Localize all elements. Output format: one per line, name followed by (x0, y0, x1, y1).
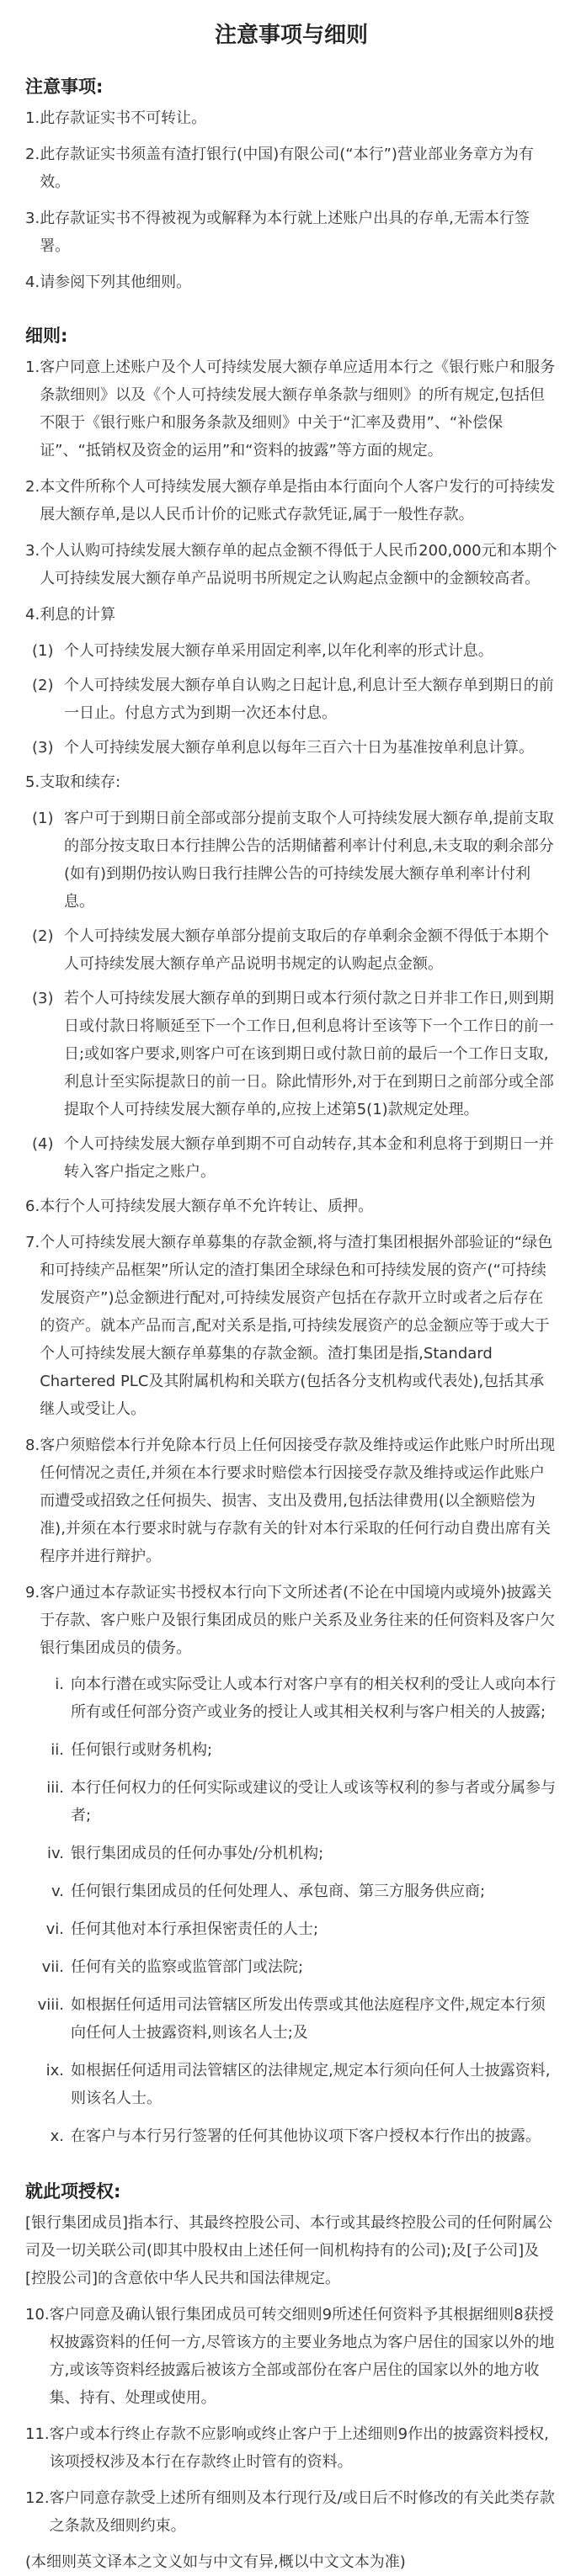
roman-number: iii. (46, 1779, 64, 1797)
note-item (25, 204, 557, 260)
disclosure-recipient (32, 1840, 557, 1867)
recipient-text: 如根据任何适用司法管辖区的法律规定,规定本行须向任何人士披露资料,则该名人士。 (71, 2062, 551, 2107)
rule-text: 本文件所称个人可持续发展大额存单是指由本行面向个人客户发行的可持续发展大额存单,是以人民币计价的记账式存款凭证,属于一般性存款。 (40, 478, 556, 523)
subitem-number: (1) (32, 642, 54, 660)
note-number: 3. (25, 210, 40, 227)
note-text: 此存款证实书不可转让。 (40, 109, 207, 127)
rule-number: 5. (25, 773, 40, 791)
rule-number: 4. (25, 606, 40, 624)
rule-text: 客户通过本存款证实书授权本行向下文所述者(不论在中国境内或境外)披露关于存款、客户账户及银行集团成员的账户关系及业务往来的任何资料及客户欠银行集团成员的债务。 (40, 1584, 556, 1657)
disclosure-recipient (32, 1878, 557, 1905)
subitem-text: 个人可持续发展大额存单自认购之日起计息,利息计至大额存单到期日的前一日止。付息方式为到期一次还本付息。 (64, 677, 554, 722)
note-text: 此存款证实书须盖有渣打银行(中国)有限公司(“本行”)营业部业务章方为有效。 (40, 146, 534, 191)
rules-heading: 细则: (25, 326, 68, 346)
note-text: 请参阅下列其他细则。 (40, 274, 192, 291)
roman-number: ix. (45, 2062, 64, 2079)
recipient-text: 向本行潜在或实际受让人或本行对客户享有的相关权利的受让人或向本行所有或任何部分资产或业务的授让人或其相关权利与客户相关的人披露; (71, 1676, 556, 1721)
subitem-text: 个人可持续发展大额存单到期不可自动转存,其本金和利息将于到期日一并转入客户指定之账户。 (64, 1135, 554, 1181)
note-item (25, 104, 557, 132)
rule-item-2 (25, 473, 557, 528)
disclosure-recipient (32, 1915, 557, 1943)
rule-item-9 (25, 1579, 557, 1662)
subitem-number: (2) (32, 927, 54, 945)
rule-text: 支取和续存: (40, 773, 121, 791)
note-item (25, 141, 557, 196)
subitem-number: (3) (32, 990, 54, 1007)
auth-number: 12. (25, 2489, 50, 2507)
roman-number: x. (50, 2127, 64, 2145)
rule-subitem (32, 637, 557, 665)
rule-text: 个人可持续发展大额存单募集的存款金额,将与渣打集团根据外部验证的“绿色和可持续产品框架”所认定的渣打集团全球绿色和可持续发展的资产(“可持续发展资产”)总金额进行配对,可持续发展资产包括在存款开立时或者之后存在的资产。就本产品而言,配对关系是指,可持续发展资产的总金额应等于或大于个人可持续发展大额存单募集的存款金额。渣打集团是指,Standard Chartered PLC及其附属机构和关联方(包括各分支机构或代表处),包括其承继人或受让人。 (40, 1234, 553, 1418)
subitem-number: (1) (32, 810, 54, 827)
authorization-heading: 就此项授权: (25, 2181, 121, 2202)
roman-number: ii. (51, 1741, 64, 1759)
disclosure-recipient (32, 1736, 557, 1764)
subitem-text: 个人可持续发展大额存单采用固定利率,以年化利率的形式计息。 (64, 642, 493, 660)
recipient-text: 任何银行或财务机构; (71, 1741, 213, 1759)
rule-item-7 (25, 1229, 557, 1423)
rule-number: 6. (25, 1198, 40, 1215)
rule-number: 1. (25, 359, 40, 376)
note-item (25, 268, 557, 296)
rule-item-8 (25, 1431, 557, 1570)
recipient-text: 任何银行集团成员的任何处理人、承包商、第三方服务供应商; (71, 1883, 486, 1900)
disclosure-recipient (32, 2122, 557, 2150)
subitem-number: (2) (32, 677, 54, 694)
rule-number: 9. (25, 1584, 40, 1601)
auth-text: 客户同意存款受上述所有细则及本行现行及/或日后不时修改的有关此类存款之条款及细则约束。 (49, 2489, 555, 2535)
auth-number: 11. (25, 2425, 50, 2443)
section-spacer (25, 2160, 557, 2172)
notes-heading: 注意事项: (25, 77, 104, 97)
auth-item (25, 2301, 557, 2412)
note-number: 2. (25, 146, 40, 163)
rule-subitem (32, 1130, 557, 1186)
subitem-text: 若个人可持续发展大额存单的到期日或本行须付款之日并非工作日,则到期日或付款日将顺延至下一个工作日,但利息将计至该等下一个工作日的前一日;或如客户要求,则客户可在该到期日或付款日前的最后一个工作日支取,利息计至实际提款日的前一日。除此情形外,对于在到期日之前部分或全部提取个人可持续发展大额存单的,应按上述第5(1)款规定处理。 (64, 990, 554, 1118)
rule-number: 7. (25, 1234, 40, 1251)
recipient-text: 银行集团成员的任何办事处/分机机构; (71, 1845, 324, 1862)
note-text: 此存款证实书不得被视为或解释为本行就上述账户出具的存单,无需本行签署。 (40, 210, 530, 255)
authorization-intro: [银行集团成员]指本行、其最终控股公司、本行或其最终控股公司的任何附属公司及一切关联公司(即其中股权由上述任何一间机构持有的公司);及[子公司]及[控股公司]的含意依中华人民共和国法律规定。 (25, 2214, 553, 2287)
recipient-text: 任何有关的监察或监管部门或法院; (71, 1958, 304, 1976)
rule-item-5 (25, 768, 557, 796)
recipient-text: 在客户与本行另行签署的任何其他协议项下客户授权本行作出的披露。 (71, 2127, 541, 2145)
subitem-text: 个人可持续发展大额存单部分提前支取后的存单剩余金额不得低于本期个人可持续发展大额存单产品说明书规定的认购起点金额。 (64, 927, 549, 973)
auth-number: 10. (25, 2306, 50, 2324)
note-number: 1. (25, 109, 40, 127)
recipient-text: 任何其他对本行承担保密责任的人士; (71, 1920, 319, 1938)
disclosure-recipient (32, 1670, 557, 1726)
rule-number: 2. (25, 478, 40, 496)
roman-number: viii. (37, 1996, 64, 2014)
recipient-text: 本行任何权力的任何实际或建议的受让人或该等权利的参与者或分属参与者; (71, 1779, 556, 1824)
roman-number: iv. (47, 1845, 64, 1862)
roman-number: vi. (45, 1920, 64, 1938)
disclosure-recipient (32, 1991, 557, 2047)
rule-item-4 (25, 601, 557, 629)
auth-text: 客户同意及确认银行集团成员可转交细则9所述任何资料予其根据细则8获授权披露资料的任何一方,尽管该方的主要业务地点为客户居住的国家以外的地方,或该等资料经披露后被该方全部或部份在客户居住的国家以外的地方收集、持有、处理或使用。 (49, 2306, 555, 2407)
rule-number: 3. (25, 542, 40, 560)
rule-number: 8. (25, 1437, 40, 1454)
rule-subitem (32, 672, 557, 727)
language-footnote: (本细则英文译本之文义如与中文有异,概以中文文本为准) (25, 2553, 406, 2571)
auth-item (25, 2420, 557, 2476)
roman-number: vii. (41, 1958, 64, 1976)
page-title: 注意事项与细则 (214, 23, 368, 48)
note-number: 4. (25, 274, 40, 291)
subitem-text: 个人可持续发展大额存单利息以每年三百六十日为基准按单利息计算。 (64, 739, 534, 757)
rule-subitem (32, 985, 557, 1123)
disclosure-recipient (32, 1774, 557, 1830)
rule-item-6 (25, 1192, 557, 1220)
subitem-number: (3) (32, 739, 54, 757)
subitem-text: 客户可于到期日前全部或部分提前支取个人可持续发展大额存单,提前支取的部分按支取日本行挂牌公告的活期储蓄利率计付利息,未支取的剩余部分(如有)到期仍按认购日我行挂牌公告的可持续发展大额存单利率计付利息。 (64, 810, 554, 911)
subitem-number: (4) (32, 1135, 54, 1153)
rule-subitem (32, 805, 557, 916)
rule-text: 本行个人可持续发展大额存单不允许转让、质押。 (40, 1198, 374, 1215)
rule-text: 个人认购可持续发展大额存单的起点金额不得低于人民币200,000元和本期个人可持续发展大额存单产品说明书所规定之认购起点金额中的金额较高者。 (40, 542, 557, 587)
roman-number: i. (55, 1676, 64, 1693)
auth-text: 客户或本行终止存款不应影响或终止客户于上述细则9作出的披露资料授权,该项授权涉及本行在存款终止时管有的资料。 (49, 2425, 549, 2471)
section-spacer (25, 305, 557, 316)
rule-text: 客户同意上述账户及个人可持续发展大额存单应适用本行之《银行账户和服务条款细则》以及《个人可持续发展大额存单条款与细则》的所有规定,包括但不限于《银行账户和服务条款及细则》中关于“汇率及费用”、“补偿保证”、“抵销权及资金的运用”和“资料的披露”等方面的规定。 (40, 359, 556, 459)
recipient-text: 如根据任何适用司法管辖区所发出传票或其他法庭程序文件,规定本行须向任何人士披露资料,则该名人士;及 (71, 1996, 546, 2042)
disclosure-recipient (32, 2057, 557, 2112)
roman-number: v. (51, 1883, 64, 1900)
auth-item (25, 2484, 557, 2540)
rule-text: 客户须赔偿本行并免除本行员上任何因接受存款及维持或运作此账户时所出现任何情况之责任,并须在本行要求时赔偿本行因接受存款及维持或运作此账户而遭受或招致之任何损失、损害、支出及费用,包括法律费用(以全额赔偿为准),并须在本行要求时就与存款有关的针对本行采取的任何行动自费出席有关程序并进行辩护。 (40, 1437, 556, 1565)
rule-item-3 (25, 537, 557, 592)
rule-subitem (32, 922, 557, 978)
disclosure-recipient (32, 1953, 557, 1981)
rule-subitem (32, 734, 557, 762)
rule-item-1 (25, 353, 557, 465)
rule-text: 利息的计算 (40, 606, 116, 624)
